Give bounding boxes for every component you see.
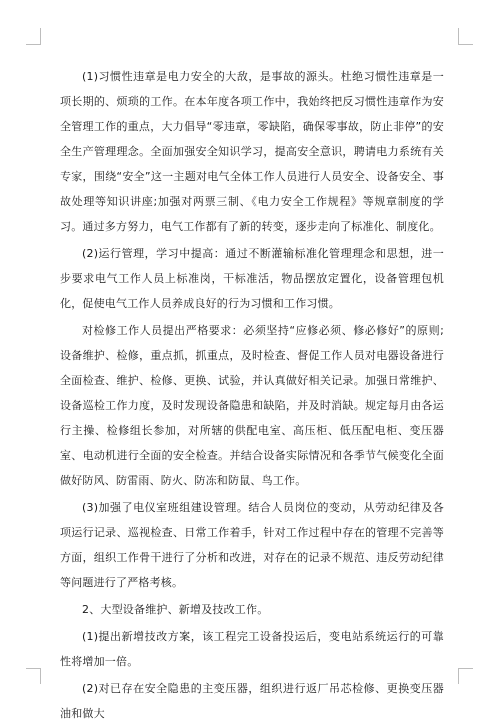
crop-mark-top-right-v	[458, 28, 459, 44]
crop-mark-bottom-left-h	[26, 668, 41, 669]
paragraph-retrofit-plan: (1)提出新增技改方案，该工程完工设备投运后，变电站系统运行的可靠性将增加一倍。	[60, 630, 444, 668]
crop-mark-bottom-right-v	[458, 668, 459, 684]
document-body	[60, 64, 444, 728]
crop-mark-top-right-h	[458, 44, 473, 45]
crop-mark-bottom-right-h	[458, 668, 473, 669]
paragraph-habitual-violation: (1)习惯性违章是电力安全的大敌，是事故的源头。杜绝习惯性违章是一项长期的、烦琐的工作。在本年度各项工作中，我始终把反习惯性违章作为安全管理工作的重点，大力倡导“零违章，零缺陷，确保零事故，防止非停”的安全生产管理理念。全面加强安全知识学习，提高安全意识，聘请电力系统有关专家，围绕“安全”这一主题对电气全体工作人员进行人员安全、设备安全、事故处理等知识讲座;加强对两票三制、《电力安全工作规程》等规章制度的学习。通过多方努力，电气工作都有了新的转变，逐步走向了标准化、制度化。	[60, 70, 444, 233]
crop-mark-top-left-v	[40, 28, 41, 44]
paragraph-transformer-overhaul: (2)对已存在安全隐患的主变压器，组织进行返厂吊芯检修、更换变压器油和做大	[60, 682, 444, 720]
section-heading-large-equipment: 2、大型设备维护、新增及技改工作。	[82, 603, 269, 616]
paragraph-team-building: (3)加强了电仪室班组建设管理。结合人员岗位的变动，从劳动纪律及各项运行记录、巡视检查、日常工作着手，针对工作过程中存在的管理不完善等方面，组织工作骨干进行了分析和改进，对存在的记录不规范、违反劳动纪律等问题进行了严格考核。	[60, 501, 444, 589]
paragraph-maintenance-requirements: 对检修工作人员提出严格要求：必须坚持“应修必须、修必修好”的原则;设备维护、检修，重点抓，抓重点，及时检查、督促工作人员对电器设备进行全面检查、维护、检修、更换、试验，并认真做好相关记录。加强日常维护、设备巡检工作力度，及时发现设备隐患和缺陷，并及时消缺。规定每月由各运行主操、检修组长参加，对所辖的供配电室、高压柜、低压配电柜、变压器室、电动机进行全面的安全检查。并结合设备实际情况和各季节气候变化全面做好防风、防雷雨、防火、防冻和防鼠、鸟工作。	[60, 324, 444, 487]
crop-mark-top-left-h	[26, 44, 41, 45]
crop-mark-bottom-left-v	[40, 668, 41, 684]
paragraph-operation-management: (2)运行管理，学习中提高：通过不断灌输标准化管理理念和思想，进一步要求电气工作人员上标准岗，干标准活，物品摆放定置化，设备管理包机化，促使电气工作人员养成良好的行为习惯和工作习惯。	[60, 247, 444, 310]
